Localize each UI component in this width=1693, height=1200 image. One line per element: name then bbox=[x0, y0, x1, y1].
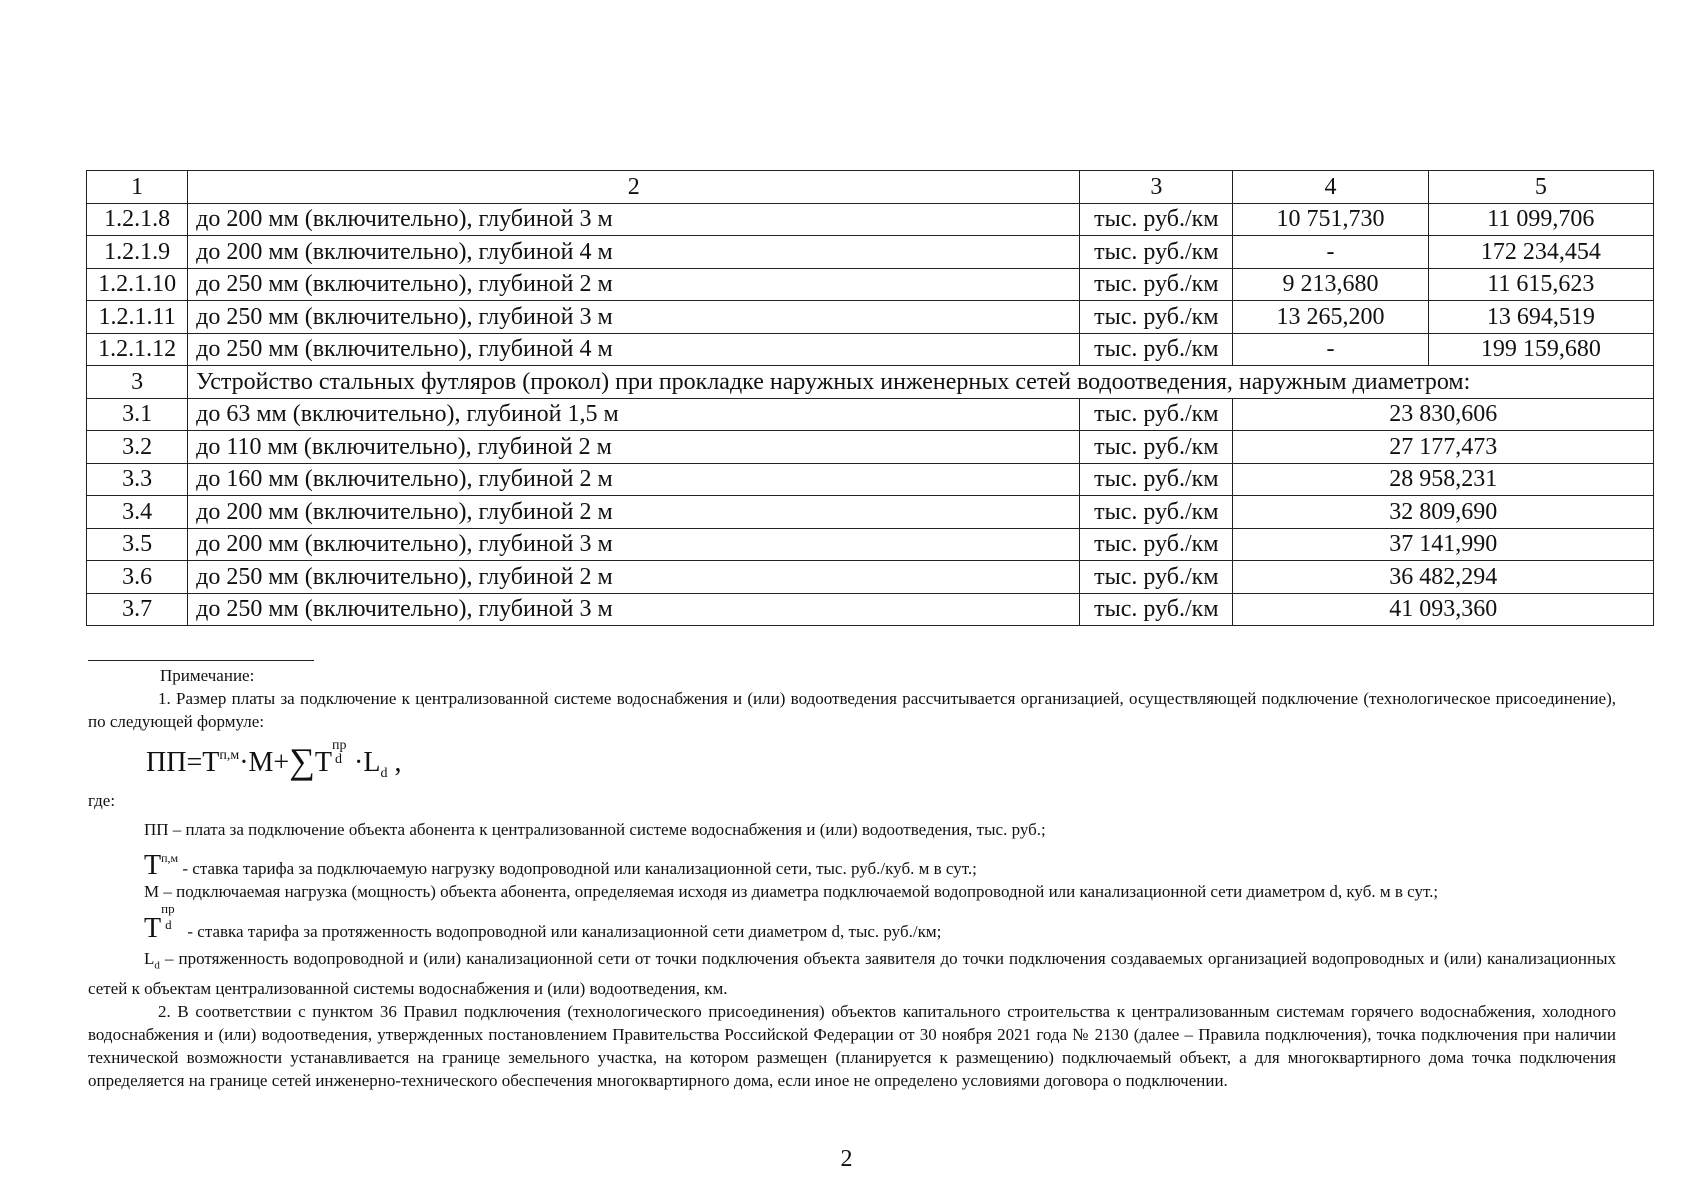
table-row bbox=[87, 496, 1654, 529]
row-unit: тыс. руб./км bbox=[1080, 203, 1233, 236]
formula-supsub bbox=[332, 733, 354, 767]
header-col-2: 2 bbox=[188, 171, 1080, 204]
formula-l: ·L bbox=[354, 747, 381, 778]
tdpr-supsub bbox=[161, 901, 183, 939]
row-description: до 250 мм (включительно), глубиной 2 м bbox=[188, 561, 1080, 594]
row-value-merged: 23 830,606 bbox=[1233, 398, 1654, 431]
row-number: 3.1 bbox=[87, 398, 188, 431]
section-row bbox=[87, 366, 1654, 399]
tpm-symbol: Т bbox=[144, 850, 162, 881]
payment-formula bbox=[88, 733, 1616, 779]
row-value-merged: 37 141,990 bbox=[1233, 528, 1654, 561]
ld-symbol-sub: d bbox=[154, 959, 160, 972]
row-description: до 160 мм (включительно), глубиной 2 м bbox=[188, 463, 1080, 496]
row-description: до 250 мм (включительно), глубиной 4 м bbox=[188, 333, 1080, 366]
notes-title: Примечание: bbox=[160, 666, 255, 685]
tpm-symbol-sup: п,м bbox=[161, 851, 179, 865]
formula-sup-pr: пр bbox=[332, 738, 347, 753]
row-number: 1.2.1.11 bbox=[87, 301, 188, 334]
header-col-4: 4 bbox=[1233, 171, 1428, 204]
row-number: 3.4 bbox=[87, 496, 188, 529]
table-row bbox=[87, 593, 1654, 626]
where-label: где: bbox=[88, 791, 116, 810]
table-row bbox=[87, 398, 1654, 431]
table-row bbox=[87, 463, 1654, 496]
row-unit: тыс. руб./км bbox=[1080, 268, 1233, 301]
formula-sub-ld: d bbox=[380, 766, 388, 781]
definition-tpm bbox=[88, 847, 1616, 880]
formula-mid: ·М+ bbox=[239, 747, 290, 778]
note-1-text: 1. Размер платы за подключение к централизованной системе водоснабжения и (или) водоотведения рассчитывается организацией, осуществляющей подключение (технологическое присоединение), по следующей формуле: bbox=[88, 689, 1616, 731]
tdpr-definition-text: - ставка тарифа за протяженность водопроводной или канализационной сети диаметром d, тыс. руб./км; bbox=[183, 922, 942, 941]
row-number: 1.2.1.10 bbox=[87, 268, 188, 301]
row-unit: тыс. руб./км bbox=[1080, 463, 1233, 496]
table-row bbox=[87, 301, 1654, 334]
row-value-col5: 199 159,680 bbox=[1428, 333, 1653, 366]
row-number: 3.2 bbox=[87, 431, 188, 464]
table-header-row bbox=[87, 171, 1654, 204]
definition-pp: ПП – плата за подключение объекта абонента к централизованной системе водоснабжения и (или) водоотведения, тыс. руб.; bbox=[144, 820, 1046, 839]
section-description: Устройство стальных футляров (прокол) при прокладке наружных инженерных сетей водоотведения, наружным диаметром: bbox=[188, 366, 1654, 399]
definition-m: М – подключаемая нагрузка (мощность) объекта абонента, определяемая исходя из диаметра подключаемой водопроводной или канализационной сети диаметром d, куб. м в сут.; bbox=[144, 882, 1439, 901]
row-unit: тыс. руб./км bbox=[1080, 301, 1233, 334]
row-description: до 250 мм (включительно), глубиной 3 м bbox=[188, 301, 1080, 334]
row-description: до 200 мм (включительно), глубиной 3 м bbox=[188, 528, 1080, 561]
row-value-merged: 41 093,360 bbox=[1233, 593, 1654, 626]
row-unit: тыс. руб./км bbox=[1080, 333, 1233, 366]
notes-section bbox=[88, 664, 1616, 1092]
row-unit: тыс. руб./км bbox=[1080, 236, 1233, 269]
header-col-5: 5 bbox=[1428, 171, 1653, 204]
formula-sup-pm: п,м bbox=[219, 748, 240, 763]
row-value-col4: 9 213,680 bbox=[1233, 268, 1428, 301]
row-value-merged: 27 177,473 bbox=[1233, 431, 1654, 464]
table-row bbox=[87, 236, 1654, 269]
row-number: 1.2.1.12 bbox=[87, 333, 188, 366]
row-description: до 250 мм (включительно), глубиной 3 м bbox=[188, 593, 1080, 626]
tdpr-sub: d bbox=[165, 917, 172, 932]
row-value-col4: - bbox=[1233, 333, 1428, 366]
row-value-col4: - bbox=[1233, 236, 1428, 269]
row-number: 3.7 bbox=[87, 593, 188, 626]
row-value-merged: 28 958,231 bbox=[1233, 463, 1654, 496]
table-row bbox=[87, 203, 1654, 236]
row-description: до 63 мм (включительно), глубиной 1,5 м bbox=[188, 398, 1080, 431]
ld-symbol: L bbox=[144, 949, 155, 968]
row-unit: тыс. руб./км bbox=[1080, 398, 1233, 431]
ld-definition-text: – протяженность водопроводной и (или) канализационной сети от точки подключения объекта заявителя до точки подключения создаваемых организацией водопроводных и (или) канализационных сетей к объектам централизованной системы водоснабжения и (или) водоотведения, км. bbox=[88, 949, 1616, 999]
row-number: 1.2.1.8 bbox=[87, 203, 188, 236]
page-number: 2 bbox=[840, 1146, 853, 1172]
tdpr-symbol: Т bbox=[144, 913, 162, 944]
row-unit: тыс. руб./км bbox=[1080, 528, 1233, 561]
row-number: 3.3 bbox=[87, 463, 188, 496]
row-unit: тыс. руб./км bbox=[1080, 561, 1233, 594]
row-number: 1.2.1.9 bbox=[87, 236, 188, 269]
row-value-col4: 13 265,200 bbox=[1233, 301, 1428, 334]
note-2-text: 2. В соответствии с пунктом 36 Правил подключения (технологического присоединения) объектов капитального строительства к централизованным системам горячего водоснабжения, холодного водоснабжения и (или) водоотведения, утвержденных постановлением Правительства Российской Федерации от 30 ноября 2021 года № 2130 (далее – Правила подключения), точка подключения при наличии технической возможности устанавливается на границе земельного участка, на котором размещен (планируется к размещению) подключаемый объект, а для многоквартирного дома точка подключения определяется на границе сетей инженерно-технического обеспечения многоквартирного дома, если иное не определено условиями договора о подключении. bbox=[88, 1002, 1616, 1091]
sum-icon: ∑ bbox=[289, 741, 315, 781]
header-col-3: 3 bbox=[1080, 171, 1233, 204]
definition-tdpr bbox=[88, 901, 1616, 944]
row-description: до 200 мм (включительно), глубиной 4 м bbox=[188, 236, 1080, 269]
row-number: 3.5 bbox=[87, 528, 188, 561]
row-number: 3.6 bbox=[87, 561, 188, 594]
table-row bbox=[87, 268, 1654, 301]
formula-sub-d: d bbox=[335, 752, 342, 767]
table-row bbox=[87, 528, 1654, 561]
definition-ld bbox=[88, 947, 1616, 1000]
row-unit: тыс. руб./км bbox=[1080, 496, 1233, 529]
row-value-col5: 172 234,454 bbox=[1428, 236, 1653, 269]
row-description: до 250 мм (включительно), глубиной 2 м bbox=[188, 268, 1080, 301]
row-description: до 200 мм (включительно), глубиной 2 м bbox=[188, 496, 1080, 529]
row-description: до 110 мм (включительно), глубиной 2 м bbox=[188, 431, 1080, 464]
row-unit: тыс. руб./км bbox=[1080, 593, 1233, 626]
table-row bbox=[87, 561, 1654, 594]
formula-t: Т bbox=[314, 747, 332, 778]
tpm-definition-text: - ставка тарифа за подключаемую нагрузку водопроводной или канализационной сети, тыс. руб./куб. м в сут.; bbox=[178, 859, 977, 878]
row-value-merged: 32 809,690 bbox=[1233, 496, 1654, 529]
row-value-col4: 10 751,730 bbox=[1233, 203, 1428, 236]
tariff-table bbox=[86, 170, 1654, 626]
row-unit: тыс. руб./км bbox=[1080, 431, 1233, 464]
footnote-divider bbox=[88, 660, 314, 661]
row-value-col5: 11 099,706 bbox=[1428, 203, 1653, 236]
header-col-1: 1 bbox=[87, 171, 188, 204]
row-description: до 200 мм (включительно), глубиной 3 м bbox=[188, 203, 1080, 236]
table-row bbox=[87, 333, 1654, 366]
table-row bbox=[87, 431, 1654, 464]
row-value-merged: 36 482,294 bbox=[1233, 561, 1654, 594]
section-number: 3 bbox=[87, 366, 188, 399]
tdpr-sup: пр bbox=[161, 901, 175, 916]
formula-lhs: ПП=Т bbox=[146, 747, 220, 778]
row-value-col5: 11 615,623 bbox=[1428, 268, 1653, 301]
formula-tail: , bbox=[387, 747, 402, 778]
row-value-col5: 13 694,519 bbox=[1428, 301, 1653, 334]
